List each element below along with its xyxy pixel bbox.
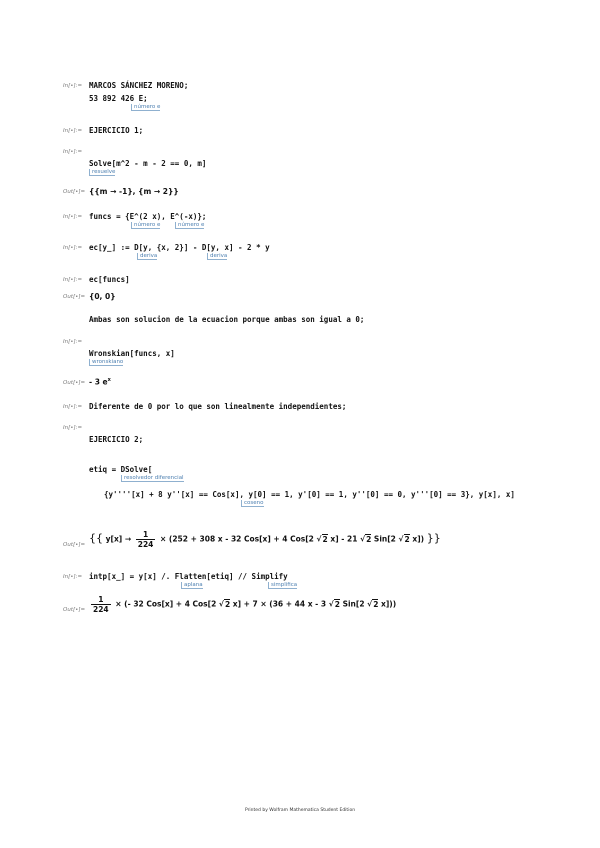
output-dsolve: {{ y[x] → $\frac{1}{224}$ × (252 + 308 x - 32 Cos[x] + 4 Cos[2 √2 x] - 21 √2 Sin[2 √2 x]) }}: [89, 530, 441, 549]
hint-deriva: deriva: [137, 253, 157, 260]
input-dsolve[interactable]: etiq = DSolve[: [89, 465, 153, 474]
hint-simplifica: simplifica: [268, 582, 297, 589]
hint-numero-e: número e: [175, 222, 204, 229]
out-label: Out[•]=: [63, 189, 86, 195]
input-ec-definition[interactable]: ec[y_] := D[y, {x, 2}] - D[y, x] - 2 * y: [89, 243, 270, 252]
in-label: In[•]:=: [63, 425, 83, 431]
out-label: Out[•]=: [63, 542, 86, 548]
input-solve[interactable]: Solve[m^2 - m - 2 == 0, m]: [89, 159, 207, 168]
out-label: Out[•]=: [63, 380, 86, 386]
input-intp[interactable]: intp[x_] = y[x] /. Flatten[etiq] // Simplify: [89, 572, 288, 581]
input-wronskian[interactable]: Wronskian[funcs, x]: [89, 349, 175, 358]
in-label: In[•]:=: [63, 149, 83, 155]
in-label: In[•]:=: [63, 245, 83, 251]
in-label: In[•]:=: [63, 83, 83, 89]
output-wronskian: - 3 $e^x$: [89, 377, 111, 387]
output-solve: {{m → -1}, {m → 2}}: [89, 187, 179, 196]
output-intp: $\frac{1}{224}$ × (- 32 Cos[x] + 4 Cos[2 √2 x] + 7 × (36 + 44 x - 3 √2 Sin[2 √2 x])): [93, 595, 397, 614]
hint-resuelve: resuelve: [89, 169, 115, 176]
hint-coseno: coseno: [241, 500, 264, 507]
input-funcs[interactable]: funcs = {E^(2 x), E^(-x)};: [89, 212, 207, 221]
hint-numero-e: número e: [131, 222, 160, 229]
in-label: In[•]:=: [63, 128, 83, 134]
text-independientes[interactable]: Diferente de 0 por lo que son linealmente independientes;: [89, 402, 347, 411]
in-label: In[•]:=: [63, 214, 83, 220]
out-label: Out[•]=: [63, 607, 86, 613]
input-name[interactable]: MARCOS SÁNCHEZ MORENO;: [89, 81, 189, 90]
out-label: Out[•]=: [63, 294, 86, 300]
input-ec-funcs[interactable]: ec[funcs]: [89, 275, 130, 284]
footer-printed-by: Printed by Wolfram Mathematica Student Edition: [244, 808, 356, 813]
text-ambas-solucion[interactable]: Ambas son solucion de la ecuacion porque ambas son igual a 0;: [89, 315, 365, 324]
in-label: In[•]:=: [63, 339, 83, 345]
input-ejercicio-1[interactable]: EJERCICIO 1;: [89, 126, 144, 135]
input-dsolve-args[interactable]: {y''''[x] + 8 y''[x] == Cos[x], y[0] == 1, y'[0] == 1, y''[0] == 0, y'''[0] == 3}, y[x], x]: [104, 490, 515, 499]
hint-wronskiano: wronskiano: [89, 359, 123, 366]
hint-resolvedor-diferencial: resolvedor diferencial: [121, 475, 184, 482]
hint-aplana: aplana: [181, 582, 203, 589]
in-label: In[•]:=: [63, 574, 83, 580]
hint-numero-e: número e: [131, 104, 160, 111]
input-id[interactable]: 53 892 426 E;: [89, 94, 148, 103]
hint-deriva: deriva: [207, 253, 227, 260]
output-ec-funcs: {0, 0}: [89, 292, 116, 301]
in-label: In[•]:=: [63, 277, 83, 283]
input-ejercicio-2[interactable]: EJERCICIO 2;: [89, 435, 144, 444]
in-label: In[•]:=: [63, 404, 83, 410]
